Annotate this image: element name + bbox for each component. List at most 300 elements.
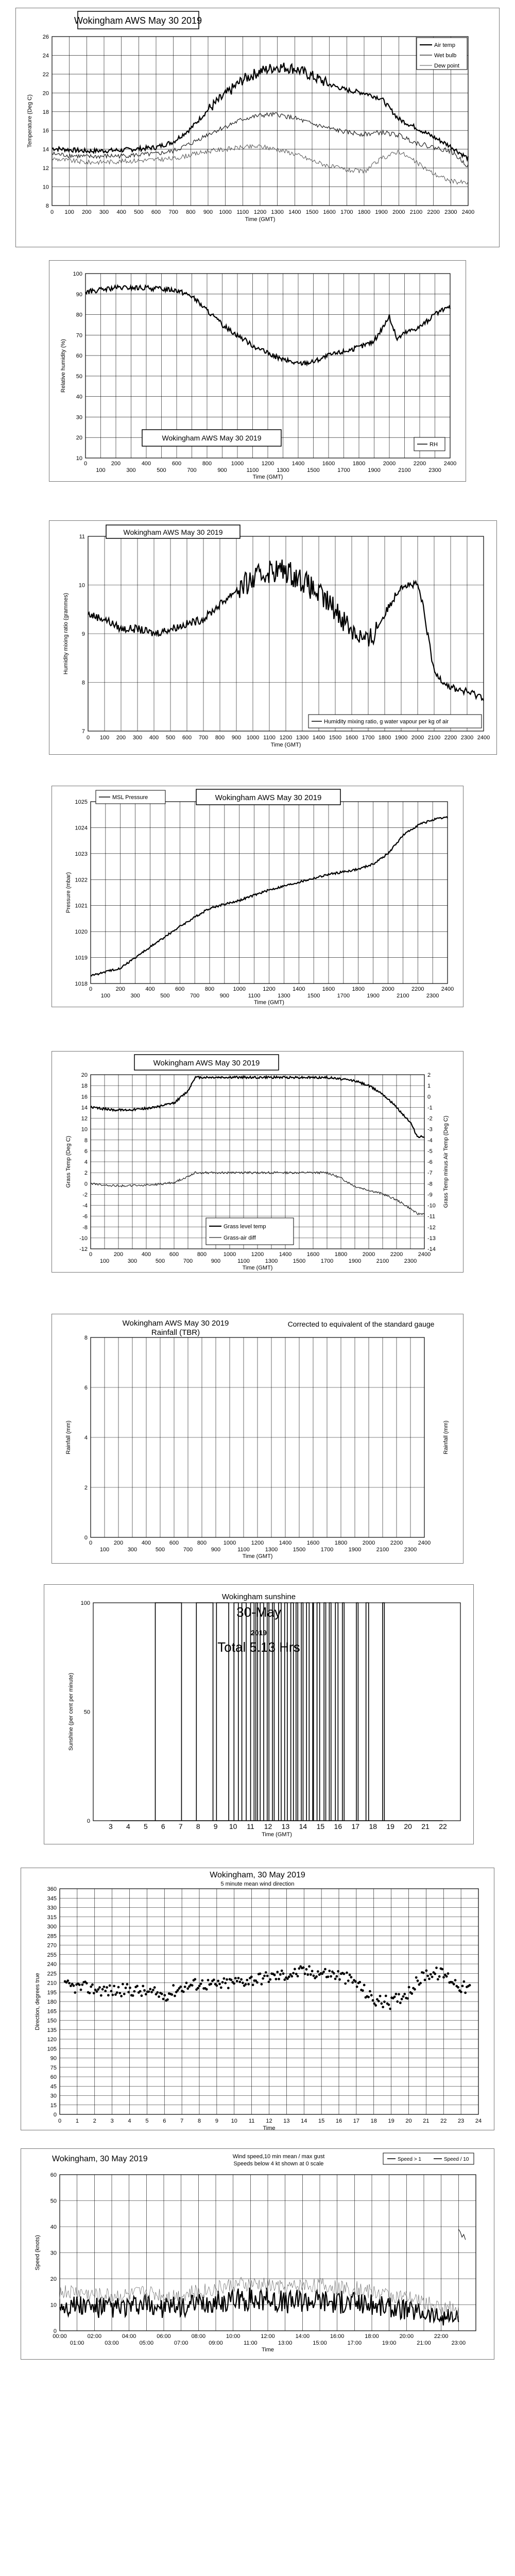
wind-direction-point (150, 1991, 153, 1993)
wind-direction-point (152, 1989, 154, 1991)
x-tick-label: 1200 (253, 209, 267, 215)
wind-direction-point (217, 1980, 219, 1982)
x-tick-label: 2100 (427, 735, 441, 741)
y-tick-label: 1018 (75, 981, 88, 987)
wind-direction-point (122, 1983, 124, 1986)
wind-direction-point (315, 1975, 318, 1978)
wind-direction-point (383, 2001, 386, 2003)
wind-direction-point (419, 1982, 422, 1985)
x-tick-label: 800 (204, 986, 215, 992)
x-tick-label: 16:00 (330, 2333, 345, 2340)
x-tick-label: 1800 (334, 1540, 348, 1546)
x-tick-label: 20 (405, 2118, 412, 2124)
y-axis-label: Grass Temp (Deg C) (65, 1136, 72, 1188)
x-tick-label: 1500 (307, 993, 320, 999)
x-tick-label: 2200 (390, 1540, 403, 1546)
x-tick-label: 1600 (322, 461, 335, 467)
x-tick-label: 1100 (237, 1258, 250, 1264)
wind-direction-point (379, 1995, 382, 1997)
x-tick-label: 100 (99, 1547, 110, 1553)
x-tick-label: 600 (169, 1251, 179, 1258)
x-tick-label: 900 (217, 467, 227, 473)
y-tick-label: 20 (81, 1072, 88, 1078)
y-right-tick-label: -11 (427, 1213, 436, 1220)
wind-direction-point (338, 1978, 341, 1981)
x-tick-label: 700 (183, 1258, 193, 1264)
wind-direction-point (425, 1970, 427, 1972)
x-axis-label: Time (261, 2347, 274, 2353)
wind-direction-point (447, 1972, 450, 1975)
x-tick-label: 200 (82, 209, 92, 215)
wind-direction-point (145, 1993, 147, 1995)
y-tick-label: 20 (76, 435, 82, 442)
x-tick-label: 6 (161, 1822, 165, 1831)
y-right-tick-label: -12 (427, 1224, 436, 1231)
y-tick-label: 16 (81, 1094, 88, 1100)
y-tick-label: 9 (81, 631, 85, 637)
x-tick-label: 600 (151, 209, 161, 215)
y-axis-label: Direction, degrees true (35, 1973, 41, 2030)
x-tick-label: 400 (141, 461, 151, 467)
wind-direction-point (96, 1990, 98, 1993)
y-right-tick-label: -9 (427, 1192, 433, 1198)
y-tick-label: 1022 (75, 877, 88, 884)
x-tick-label: 08:00 (191, 2333, 206, 2340)
x-tick-label: 1600 (345, 735, 358, 741)
x-tick-label: 5 (145, 2118, 149, 2124)
x-tick-label: 12:00 (261, 2333, 275, 2340)
y-tick-label: 50 (76, 373, 82, 380)
wind-direction-point (246, 1979, 248, 1981)
y-tick-label: 14 (42, 146, 49, 153)
plot-area (93, 1603, 460, 1821)
wind-direction-point (422, 1972, 425, 1974)
x-tick-label: 1 (75, 2118, 79, 2124)
x-tick-label: 300 (127, 1547, 138, 1553)
y-tick-label: 20 (42, 90, 49, 97)
x-tick-label: 13:00 (278, 2340, 293, 2346)
wind-direction-point (132, 1994, 134, 1997)
y-tick-label: 225 (47, 1971, 57, 1977)
wind-direction-point (184, 1986, 186, 1988)
y-tick-label: -12 (79, 1246, 88, 1252)
x-tick-label: 700 (183, 1547, 193, 1553)
y-right-axis-label: Grass Temp minus Air Temp (Deg C) (443, 1115, 449, 1208)
y-tick-label: 345 (47, 1895, 57, 1902)
x-tick-label: 9 (213, 1822, 218, 1831)
wind-direction-point (238, 1980, 241, 1983)
wind-direction-point (198, 1985, 201, 1987)
wind-direction-point (179, 1986, 182, 1988)
x-tick-label: 100 (100, 993, 111, 999)
x-tick-label: 2100 (376, 1258, 389, 1264)
x-tick-label: 400 (141, 1251, 151, 1258)
wind-direction-point (162, 1998, 165, 2001)
y-tick-label: 18 (42, 109, 49, 115)
x-tick-label: 800 (215, 735, 225, 741)
wind-direction-point (200, 1982, 202, 1985)
wind-direction-point (93, 1992, 95, 1994)
wind-direction-point (85, 1982, 88, 1985)
x-tick-label: 1700 (320, 1258, 334, 1264)
y-axis-label: Speed (knots) (35, 2235, 41, 2270)
y-tick-label: 8 (81, 680, 85, 686)
x-tick-label: 9 (215, 2118, 218, 2124)
grass-temp-chart-panel (52, 1051, 464, 1273)
x-tick-label: 15:00 (313, 2340, 327, 2346)
x-tick-label: 14 (299, 1822, 307, 1831)
x-tick-label: 2400 (461, 209, 475, 215)
y-tick-label: 135 (47, 2027, 57, 2033)
grass-temperature-chart (52, 1052, 463, 1272)
x-tick-label: 2300 (404, 1547, 417, 1553)
y-tick-label: 12 (81, 1115, 88, 1122)
x-tick-label: 1800 (352, 461, 366, 467)
wind-direction-point (226, 1978, 228, 1981)
x-tick-label: 600 (175, 986, 185, 992)
wind-direction-point (250, 1976, 253, 1978)
wind-direction-point (453, 1983, 455, 1986)
wind-direction-point (292, 1972, 295, 1975)
wind-direction-point (349, 1974, 351, 1976)
x-tick-label: 1700 (340, 209, 353, 215)
wind-direction-point (324, 1968, 327, 1971)
wind-direction-point (362, 1989, 364, 1992)
x-tick-label: 8 (196, 1822, 200, 1831)
x-tick-label: 14 (301, 2118, 307, 2124)
x-tick-label: 2100 (398, 467, 411, 473)
x-tick-label: 22 (440, 2118, 447, 2124)
wind-direction-point (431, 1976, 434, 1978)
y-tick-label: 90 (50, 2055, 57, 2062)
y-tick-label: 50 (50, 2198, 57, 2205)
wind-direction-point (106, 1986, 108, 1989)
x-tick-label: 1800 (352, 986, 365, 992)
wind-direction-point (149, 1988, 151, 1990)
x-tick-label: 0 (89, 986, 93, 992)
y-tick-label: 40 (76, 394, 82, 400)
x-tick-label: 5 (143, 1822, 148, 1831)
wind-direction-point (469, 1984, 471, 1987)
x-tick-label: 2400 (441, 986, 454, 992)
wind-direction-point (305, 1968, 307, 1971)
wind-direction-point (218, 1983, 221, 1986)
x-tick-label: 20:00 (399, 2333, 414, 2340)
wind-direction-point (74, 1991, 76, 1994)
y-tick-label: 1021 (75, 903, 88, 909)
y-right-tick-label: -14 (427, 1246, 436, 1252)
x-axis-label: Time (GMT) (270, 742, 301, 748)
y-tick-label: 8 (84, 1335, 88, 1341)
wind-direction-point (133, 1990, 135, 1993)
x-tick-label: 200 (113, 1251, 124, 1258)
x-tick-label: 700 (190, 993, 200, 999)
x-axis-label: Time (GMT) (252, 474, 283, 480)
x-tick-label: 24 (475, 2118, 482, 2124)
wind-direction-point (143, 1989, 146, 1992)
x-tick-label: 1400 (293, 986, 305, 992)
x-tick-label: 800 (197, 1251, 207, 1258)
x-tick-label: 14:00 (295, 2333, 310, 2340)
wind-direction-point (330, 1975, 332, 1978)
wind-direction-point (406, 1997, 409, 2000)
temperature-chart-panel (15, 8, 500, 247)
x-tick-label: 17 (353, 2118, 359, 2124)
x-tick-label: 500 (134, 209, 144, 215)
y-tick-label: 30 (76, 414, 82, 421)
x-tick-label: 400 (149, 735, 159, 741)
legend-label: Wet bulb (434, 53, 457, 59)
x-tick-label: 2400 (418, 1540, 431, 1546)
wind-direction-point (354, 1980, 357, 1983)
y-tick-label: 6 (84, 1385, 88, 1391)
x-tick-label: 200 (115, 986, 125, 992)
wind-direction-point (81, 1984, 83, 1986)
x-tick-label: 1100 (246, 467, 259, 473)
chart-title: Wokingham AWS May 30 2019 (215, 793, 322, 802)
y-right-tick-label: -4 (427, 1137, 433, 1144)
rainfall-chart (52, 1314, 463, 1563)
x-tick-label: 1400 (288, 209, 301, 215)
x-tick-label: 1200 (251, 1251, 264, 1258)
x-tick-label: 16 (335, 2118, 342, 2124)
x-tick-label: 1000 (223, 1251, 236, 1258)
wind-direction-point (111, 1994, 114, 1996)
y-tick-label: 0 (53, 2328, 57, 2334)
wind-direction-point (215, 1985, 218, 1987)
x-tick-label: 2100 (376, 1547, 389, 1553)
wind-direction-point (221, 1981, 224, 1984)
x-tick-label: 300 (126, 467, 136, 473)
y-right-tick-label: -3 (427, 1126, 433, 1133)
wind-direction-point (461, 1985, 464, 1987)
x-tick-label: 2100 (409, 209, 423, 215)
wind-direction-point (278, 1978, 280, 1980)
wind-direction-point (265, 1971, 267, 1974)
wind-direction-point (356, 1986, 358, 1988)
wind-direction-point (263, 1975, 266, 1977)
chart-title: Wokingham sunshine (221, 1592, 296, 1601)
wind-direction-point (104, 1990, 107, 1992)
wind-direction-point (310, 1973, 312, 1976)
chart-title: Wokingham AWS May 30 2019 (153, 1059, 260, 1067)
x-tick-label: 900 (231, 735, 242, 741)
y-tick-label: 270 (47, 1942, 57, 1949)
wind-direction-point (372, 1999, 374, 2002)
x-tick-label: 1200 (263, 986, 276, 992)
wind-direction-point (311, 1970, 314, 1972)
wind-direction-point (457, 1986, 459, 1989)
y-right-tick-label: 2 (427, 1072, 431, 1078)
wind-direction-point (136, 1985, 139, 1988)
x-tick-label: 6 (163, 2118, 166, 2124)
x-tick-label: 1600 (322, 986, 335, 992)
y-right-axis-label: Rainfall (mm) (443, 1420, 449, 1454)
x-tick-label: 1700 (320, 1547, 334, 1553)
chart-subtitle: 5 minute mean wind direction (220, 1881, 295, 1887)
y-right-tick-label: -7 (427, 1170, 433, 1177)
x-tick-label: 06:00 (157, 2333, 171, 2340)
y-tick-label: -4 (82, 1202, 88, 1209)
y-axis-label: Rainfall (mm) (65, 1420, 72, 1454)
x-tick-label: 1600 (306, 1540, 320, 1546)
wind-direction-point (403, 1993, 406, 1995)
wind-direction-point (396, 2001, 399, 2003)
x-tick-label: 500 (165, 735, 176, 741)
wind-direction-point (260, 1983, 263, 1986)
x-tick-label: 100 (96, 467, 106, 473)
x-tick-label: 4 (128, 2118, 131, 2124)
x-tick-label: 11:00 (243, 2340, 258, 2346)
y-axis-label: Relative humidity (%) (60, 339, 66, 393)
wind-direction-point (223, 1977, 226, 1980)
y-axis-label: Pressure (mbar) (65, 872, 72, 913)
y-tick-label: 18 (81, 1083, 88, 1090)
wind-direction-point (454, 1979, 457, 1981)
wind-direction-point (98, 1986, 101, 1989)
x-tick-label: 21 (421, 1822, 430, 1831)
x-tick-label: 1700 (337, 993, 350, 999)
y-tick-label: 255 (47, 1952, 57, 1958)
wind-direction-point (462, 1980, 465, 1983)
wind-direction-chart-panel (21, 1868, 494, 2130)
y-tick-label: 180 (47, 1999, 57, 2005)
wind-direction-point (435, 1967, 438, 1969)
wind-direction-point (279, 1973, 282, 1976)
y-tick-label: 50 (83, 1709, 90, 1716)
y-tick-label: 0 (84, 1535, 88, 1541)
wind-direction-point (441, 1968, 443, 1971)
x-tick-label: 0 (50, 209, 54, 215)
wind-direction-point (110, 1990, 113, 1992)
wind-direction-point (103, 1986, 106, 1988)
legend-label: MSL Pressure (112, 794, 148, 801)
y-tick-label: 0 (84, 1181, 88, 1188)
wind-direction-point (382, 2006, 384, 2008)
x-tick-label: 300 (127, 1258, 138, 1264)
x-tick-label: 1900 (368, 467, 381, 473)
y-right-tick-label: -2 (427, 1115, 433, 1122)
legend-label: Speed / 10 (444, 2157, 469, 2162)
wind-direction-point (186, 1987, 189, 1990)
x-tick-label: 0 (83, 461, 88, 467)
wind-direction-point (80, 1989, 82, 1991)
wind-direction-point (398, 1993, 400, 1995)
x-tick-label: 2200 (427, 209, 440, 215)
wind-direction-point (233, 1982, 235, 1985)
wind-direction-point (185, 1981, 188, 1984)
wind-direction-point (194, 1978, 196, 1980)
chart-year: 2019 (250, 1629, 267, 1637)
x-tick-label: 400 (141, 1540, 151, 1546)
wind-direction-point (302, 1967, 305, 1969)
wind-direction-point (148, 1990, 150, 1993)
x-tick-label: 600 (171, 461, 182, 467)
chart-title: Wokingham AWS May 30 2019 (74, 15, 202, 26)
x-tick-label: 400 (145, 986, 155, 992)
x-tick-label: 19 (388, 2118, 394, 2124)
y-tick-label: 2 (84, 1485, 88, 1491)
x-tick-label: 800 (202, 461, 212, 467)
chart-title: Wokingham AWS May 30 2019 (122, 1319, 229, 1328)
x-tick-label: 1300 (277, 467, 289, 473)
wind-direction-point (129, 1987, 131, 1989)
x-tick-label: 200 (111, 461, 121, 467)
y-tick-label: 22 (42, 71, 49, 78)
wind-direction-point (387, 2004, 390, 2006)
x-tick-label: 2000 (383, 461, 396, 467)
x-tick-label: 22:00 (434, 2333, 449, 2340)
y-axis-label: Humidity mixing ratio (grammes) (63, 592, 69, 675)
wind-direction-point (438, 1975, 441, 1978)
wind-direction-point (91, 1984, 94, 1986)
y-tick-label: 1020 (75, 929, 88, 936)
y-tick-label: 10 (50, 2302, 57, 2309)
x-tick-label: 700 (187, 467, 197, 473)
wind-direction-point (90, 1986, 92, 1988)
x-tick-label: 17 (351, 1822, 360, 1831)
wind-direction-point (377, 2000, 380, 2003)
x-tick-label: 12 (264, 1822, 272, 1831)
y-right-tick-label: 0 (427, 1094, 431, 1100)
wind-direction-point (333, 1972, 335, 1975)
x-tick-label: 300 (99, 209, 109, 215)
x-tick-label: 23:00 (451, 2340, 466, 2346)
y-tick-label: 60 (50, 2074, 57, 2080)
wind-direction-point (125, 1987, 127, 1989)
x-tick-label: 1900 (348, 1258, 362, 1264)
x-tick-label: 900 (203, 209, 213, 215)
x-tick-label: 300 (130, 993, 140, 999)
wind-direction-point (335, 1975, 338, 1978)
relative-humidity-chart (49, 261, 466, 481)
x-tick-label: 1300 (278, 993, 290, 999)
x-tick-label: 1200 (279, 735, 293, 741)
y-tick-label: 285 (47, 1933, 57, 1940)
x-tick-label: 900 (219, 993, 230, 999)
x-axis-label: Time (263, 2125, 276, 2130)
wind-direction-point (334, 1978, 337, 1980)
wind-direction-point (139, 1990, 142, 1993)
wind-direction-point (464, 1991, 467, 1994)
chart-annotation: Corrected to equivalent of the standard gauge (287, 1320, 435, 1328)
x-tick-label: 300 (132, 735, 143, 741)
wind-direction-point (118, 1992, 121, 1994)
chart-title: Wokingham AWS May 30 2019 (162, 434, 262, 442)
wind-direction-point (210, 1983, 212, 1986)
wind-direction-point (88, 1992, 91, 1994)
x-tick-label: 2300 (404, 1258, 417, 1264)
wind-direction-point (237, 1977, 240, 1979)
x-tick-label: 0 (86, 735, 90, 741)
y-tick-label: 45 (50, 2083, 57, 2090)
y-tick-label: 15 (50, 2102, 57, 2109)
x-tick-label: 500 (157, 467, 166, 473)
chart-annotation: Wind speed,10 min mean / max gust (232, 2154, 325, 2160)
wind-direction-point (380, 2002, 383, 2005)
x-tick-label: 2000 (411, 735, 424, 741)
x-tick-label: 19 (386, 1822, 394, 1831)
y-tick-label: 195 (47, 1989, 57, 1996)
x-tick-label: 2 (93, 2118, 96, 2124)
y-tick-label: 30 (50, 2250, 57, 2257)
wind-direction-point (281, 1970, 283, 1972)
wind-direction-point (288, 1976, 290, 1978)
wind-direction-point (220, 1987, 222, 1989)
x-tick-label: 2200 (390, 1251, 403, 1258)
wind-direction-point (166, 1998, 169, 2001)
pressure-chart-panel (52, 786, 464, 1007)
